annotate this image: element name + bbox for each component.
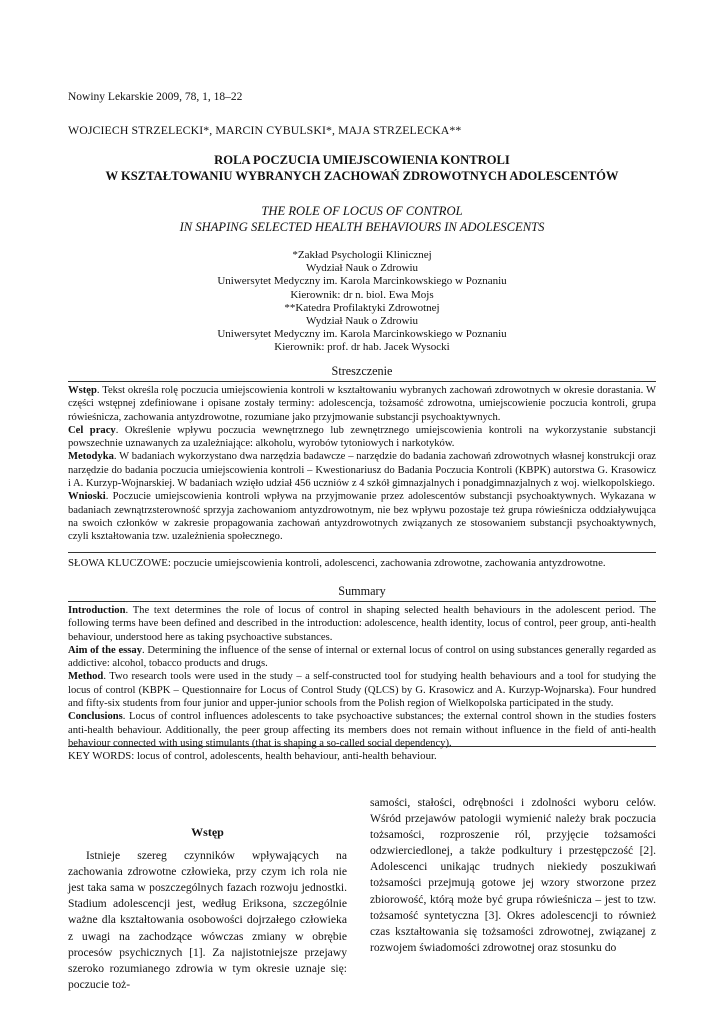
abstract-paragraph — [68, 450, 656, 490]
affiliation-line: Kierownik: dr n. biol. Ewa Mojs — [290, 288, 434, 301]
section-label: Aim of the essay — [68, 644, 143, 656]
body-column-left — [68, 824, 347, 993]
section-label: Metodyka — [68, 451, 114, 463]
authors: WOJCIECH STRZELECKI*, MARCIN CYBULSKI*, MAJA STRZELECKA** — [68, 123, 462, 137]
abstract-paragraph — [68, 490, 656, 543]
title-polish-line: W KSZTAŁTOWANIU WYBRANYCH ZACHOWAŃ ZDROWOTNYCH ADOLESCENTÓW — [105, 169, 619, 183]
affiliation-line: Wydział Nauk o Zdrowiu — [305, 315, 419, 328]
affiliation-line: **Katedra Profilaktyki Zdrowotnej — [284, 301, 440, 314]
affiliation-line: Wydział Nauk o Zdrowiu — [305, 262, 419, 275]
section-label: Conclusions — [68, 711, 123, 723]
section-label: Wstęp — [68, 385, 97, 396]
streszczenie-body — [68, 384, 656, 544]
title-english — [60, 203, 664, 235]
section-text: . Locus of control influences adolescents to take psychoactive substances; the external control shown in the studies fosters anti-health behaviour. Additionally, the peer group affecting its members does not remain without influence in the field of anti-health behaviour connected with using stimulants (that is shaping a so-called social dependency). — [68, 711, 656, 749]
section-text: . W badaniach wykorzystano dwa narzędzia badawcze – narzędzie do badania zachowań zdrowotnych własnej konstrukcji oraz narzędzie do badania poczucia umiejscowienia kontroli – Kwestionariusz do Badania Poczucia Kontroli (KBPK) autorstwa G. Krasowicz i A. Kurzyp-Wojnarskiej. W badaniach wzięło udział 456 uczniów z 4 szkół gimnazjalnych i ponadgimnazjalnych z woj. wielkopolskiego. — [68, 451, 656, 490]
body-paragraph: samości, stałości, odrębności i zdolności wyboru celów. Wśród przejawów patologii wymienić należy brak poczucia tożsamości, rozproszenie ról, przyjęcie tożsamości odzwierciedlonej, a także podkultury i przestępczość [2]. Adolescenci unikając trudnych niekiedy poszukiwań tożsamości przejmują gotowe jej wzory stworzone przez zbiorowość, którą może być grupa rówieśnicza – jest to tzw. tożsamość syntetyczna [3]. Okres adolescencji to również czas kształtowania się tożsamości zdrowotnej, związanej z rozwojem świadomości zdrowotnej oraz stosunku do — [370, 796, 656, 954]
abstract-paragraph — [68, 424, 656, 451]
abstract-paragraph — [68, 384, 656, 424]
summary-body — [68, 604, 656, 750]
keywords-polish: SŁOWA KLUCZOWE: poczucie umiejscowienia kontroli, adolescenci, zachowania zdrowotne, zachowania antyzdrowotne. — [68, 557, 606, 569]
body-paragraph: Istnieje szereg czynników wpływających na zachowania zdrowotne człowieka, przy czym ich rola nie jest taka sama w poszczególnych fazach rozwoju jednostki. Stadium adolescencji jest, według Eriksona, szczególnie ważne dla kształtowania osobowości dojrzałego człowieka z uwagi na zachodzące wówczas zmiany w obrębie procesów psychicznych [1]. Za najistotniejsze przejawy szeroko rozumianego zdrowia w tym okresie uznaje się: poczucie toż- — [68, 849, 347, 991]
title-english-line: THE ROLE OF LOCUS OF CONTROL — [261, 204, 463, 218]
divider — [68, 381, 656, 382]
keywords-english: KEY WORDS: locus of control, adolescents, health behaviour, anti-health behaviour. — [68, 750, 437, 762]
abstract-paragraph — [68, 604, 656, 644]
body-column-right — [370, 795, 656, 956]
section-text: . Two research tools were used in the study – a self-constructed tool for studying health behaviours and a tool for studying the locus of control (KBPK – Questionnaire for Locus of Control Study (QLCS) by G. Krasowicz and A. Kurzyp-Wojnarska). Four hundred and fifty-six students from four junior and upper-junior schools from the Polish region of Wielkopolska participated in the study. — [68, 671, 656, 710]
title-polish-line: ROLA POCZUCIA UMIEJSCOWIENIA KONTROLI — [214, 153, 510, 167]
section-text: . Tekst określa rolę poczucia umiejscowienia kontroli w kształtowaniu wybranych zachowań zdrowotnych w okresie dorastania. W części wstępnej zdefiniowane i opisane zostały terminy: adolescencja, tożsamość zdrowotna, umiejscowienie poczucia kontroli, grupa rówieśnicza, zachowania antyzdrowotne, rozumiane jako przyjmowanie substancji psychoaktywnych. — [68, 385, 656, 423]
affiliation-line: Uniwersytet Medyczny im. Karola Marcinkowskiego w Poznaniu — [217, 328, 507, 341]
section-text: . Określenie wpływu poczucia wewnętrznego lub zewnętrznego umiejscowienia kontroli na wykorzystanie substancji powszechnie uznawanych za uzależniające: alkoholu, wyrobów tytoniowych i narkotyków. — [68, 424, 656, 450]
title-english-line: IN SHAPING SELECTED HEALTH BEHAVIOURS IN ADOLESCENTS — [179, 220, 545, 234]
divider — [68, 746, 656, 747]
abstract-paragraph — [68, 710, 656, 750]
section-label: Introduction — [68, 605, 126, 616]
section-text: . Determining the influence of the sense of internal or external locus of control on using substances generally regarded as addictive: alcohol, tobacco products and drugs. — [68, 644, 656, 670]
section-label: Cel pracy — [68, 424, 116, 436]
affiliation-line: Kierownik: prof. dr hab. Jacek Wysocki — [274, 341, 450, 354]
streszczenie-heading: Streszczenie — [331, 364, 393, 378]
section-text: . Poczucie umiejscowienia kontroli wpływa na przyjmowanie przez adolescentów substancji psychoaktywnych. Wykazana w badaniach zewnątrzsterowność sprzyja zachowaniom antyzdrowotnym, nie bez wpływu pozostaje też grupa rówieśnicza oddziaływująca na swoich członków w zakresie propagowania zachowań antyzdrowotnych związanych ze stosowaniem substancji psychoaktywnych, czyli kształtowania tzw. uzależnienia społecznego. — [68, 491, 656, 543]
section-heading-wstep: Wstęp — [191, 825, 224, 839]
section-text: . The text determines the role of locus of control in shaping selected health behaviours in the adolescent period. The following terms have been defined and described in the introduction: adolescence, health identity, locus of control, peer group, anti-health behaviour, understood here as taking psychoactive substances. — [68, 605, 656, 643]
title-polish — [60, 152, 664, 184]
abstract-paragraph — [68, 670, 656, 710]
divider — [68, 601, 656, 602]
abstract-paragraph — [68, 644, 656, 671]
section-label: Method — [68, 671, 104, 683]
section-label: Wnioski — [68, 491, 106, 503]
summary-heading: Summary — [338, 584, 386, 598]
divider — [68, 552, 656, 553]
affiliations — [60, 249, 664, 355]
affiliation-line: Uniwersytet Medyczny im. Karola Marcinkowskiego w Poznaniu — [217, 275, 507, 288]
journal-citation: Nowiny Lekarskie 2009, 78, 1, 18–22 — [68, 91, 243, 103]
affiliation-line: *Zakład Psychologii Klinicznej — [292, 249, 432, 261]
